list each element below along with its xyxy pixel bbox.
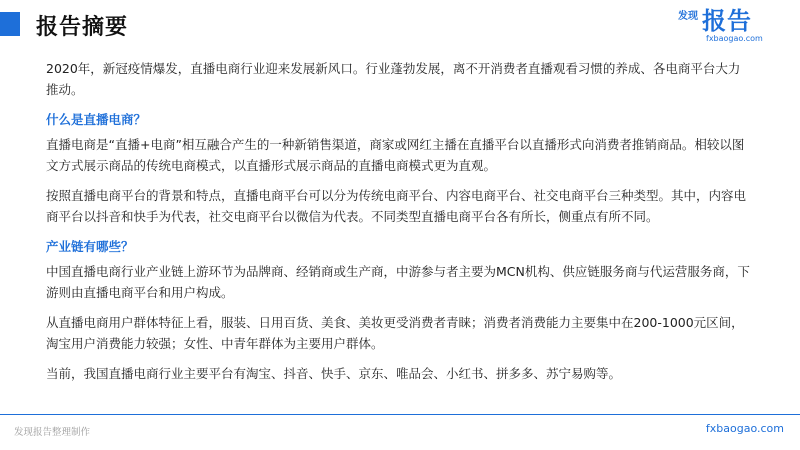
- section1-paragraph-1: 直播电商是“直播+电商”相互融合产生的一种新销售渠道，商家或网红主播在直播平台以直播形式向消费者推销商品。相较以图文方式展示商品的传统电商模式，以直播形式展示商品的直播电商模式更为直观。: [46, 137, 745, 173]
- footer-link[interactable]: fxbaogao.com: [705, 422, 784, 435]
- summary-content: [46, 58, 752, 393]
- intro-paragraph: 2020年，新冠疫情爆发，直播电商行业迎来发展新风口。行业蓬勃发展，离不开消费者直播观看习惯的养成、各电商平台大力推动。: [46, 61, 741, 97]
- footer-divider: [0, 414, 800, 415]
- brand-logo-main-text: 报告: [702, 7, 752, 35]
- brand-logo[interactable]: [678, 8, 782, 44]
- footer-credit: 发现报告整理制作: [14, 427, 91, 438]
- title-accent-bar: [0, 12, 20, 36]
- section2-paragraph-2: 从直播电商用户群体特征上看，服装、日用百货、美食、美妆更受消费者青睐；消费者消费能力主要集中在200-1000元区间，淘宝用户消费能力较强；女性、中青年群体为主要用户群体。: [46, 315, 744, 351]
- section1-paragraph-2: 按照直播电商平台的背景和特点，直播电商平台可以分为传统电商平台、内容电商平台、社交电商平台三种类型。其中，内容电商平台以抖音和快手为代表，社交电商平台以微信为代表。不同类型直播电商平台各有所长，侧重点有所不同。: [46, 188, 747, 224]
- page-title: 报告摘要: [36, 15, 129, 40]
- section2-paragraph-1: 中国直播电商行业产业链上游环节为品牌商、经销商或生产商，中游参与者主要为MCN机构、供应链服务商与代运营服务商，下游则由直播电商平台和用户构成。: [46, 264, 750, 300]
- section2-paragraph-3: 当前，我国直播电商行业主要平台有淘宝、抖音、快手、京东、唯品会、小红书、拼多多、苏宁易购等。: [46, 366, 622, 381]
- section-heading-what-is-live-ecommerce: 什么是直播电商？: [46, 112, 147, 127]
- brand-logo-url: fxbaogao.com: [706, 34, 763, 43]
- brand-logo-small-text: 发现: [678, 11, 698, 22]
- section-heading-industry-chain: 产业链有哪些？: [46, 239, 134, 254]
